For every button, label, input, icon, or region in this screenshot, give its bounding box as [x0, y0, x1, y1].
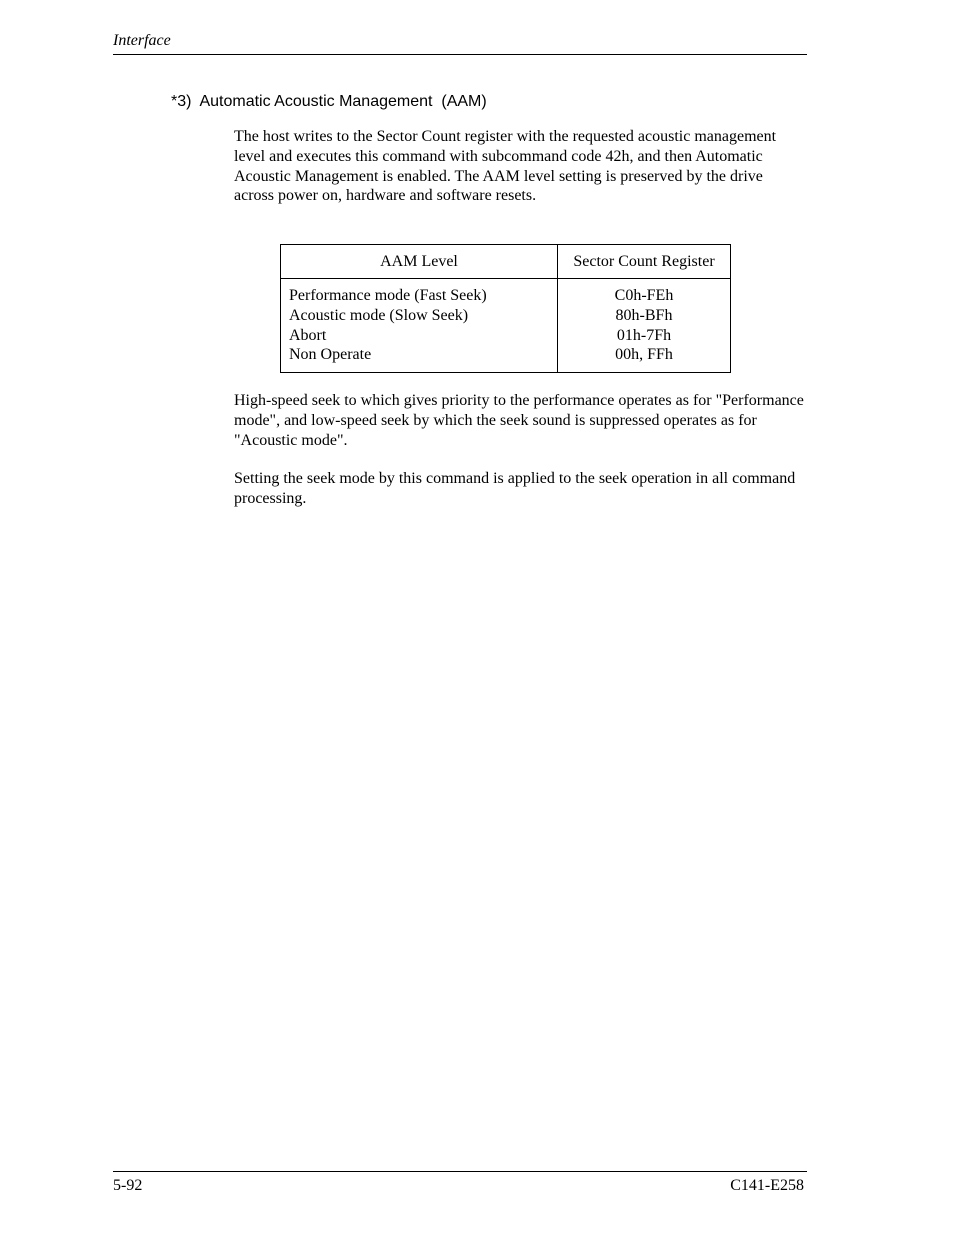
footer-rule — [113, 1171, 807, 1172]
section-heading: *3) Automatic Acoustic Management (AAM) — [171, 93, 487, 110]
aam-level-table — [280, 244, 731, 373]
sector-count-abort: 01h-7Fh — [616, 326, 672, 344]
sector-count-acoustic: 80h-BFh — [615, 306, 673, 324]
seek-modes-paragraph: High-speed seek to which gives priority to the performance operates as for "Performance mode", and low-speed seek by which the seek sound is suppressed operates as for "Acoustic mode". — [234, 392, 804, 449]
applies-paragraph: Setting the seek mode by this command is applied to the seek operation in all command processing. — [234, 470, 796, 507]
sector-count-non-operate: 00h, FFh — [615, 346, 673, 364]
aam-level-cell — [281, 279, 558, 373]
aam-level-non-operate: Non Operate — [289, 346, 372, 364]
page-number: 5-92 — [113, 1177, 143, 1194]
intro-paragraph: The host writes to the Sector Count register with the requested acoustic management level and executes this command with subcommand code 42h, and then Automatic Acoustic Management is enabled. The AAM level setting is preserved by the drive across power on, hardware and software resets. — [234, 128, 777, 205]
aam-level-abort: Abort — [289, 326, 327, 344]
header-rule — [113, 54, 807, 55]
table-body-row — [281, 279, 731, 373]
table-header-row — [281, 245, 731, 279]
column-header-sector-count-register: Sector Count Register — [558, 245, 731, 279]
aam-level-performance: Performance mode (Fast Seek) — [289, 287, 487, 304]
document-code: C141-E258 — [730, 1177, 804, 1194]
column-header-aam-level: AAM Level — [281, 245, 558, 279]
sector-count-cell — [558, 279, 731, 373]
aam-level-acoustic: Acoustic mode (Slow Seek) — [289, 306, 469, 324]
running-header: Interface — [113, 32, 171, 49]
sector-count-performance: C0h-FEh — [614, 287, 674, 304]
